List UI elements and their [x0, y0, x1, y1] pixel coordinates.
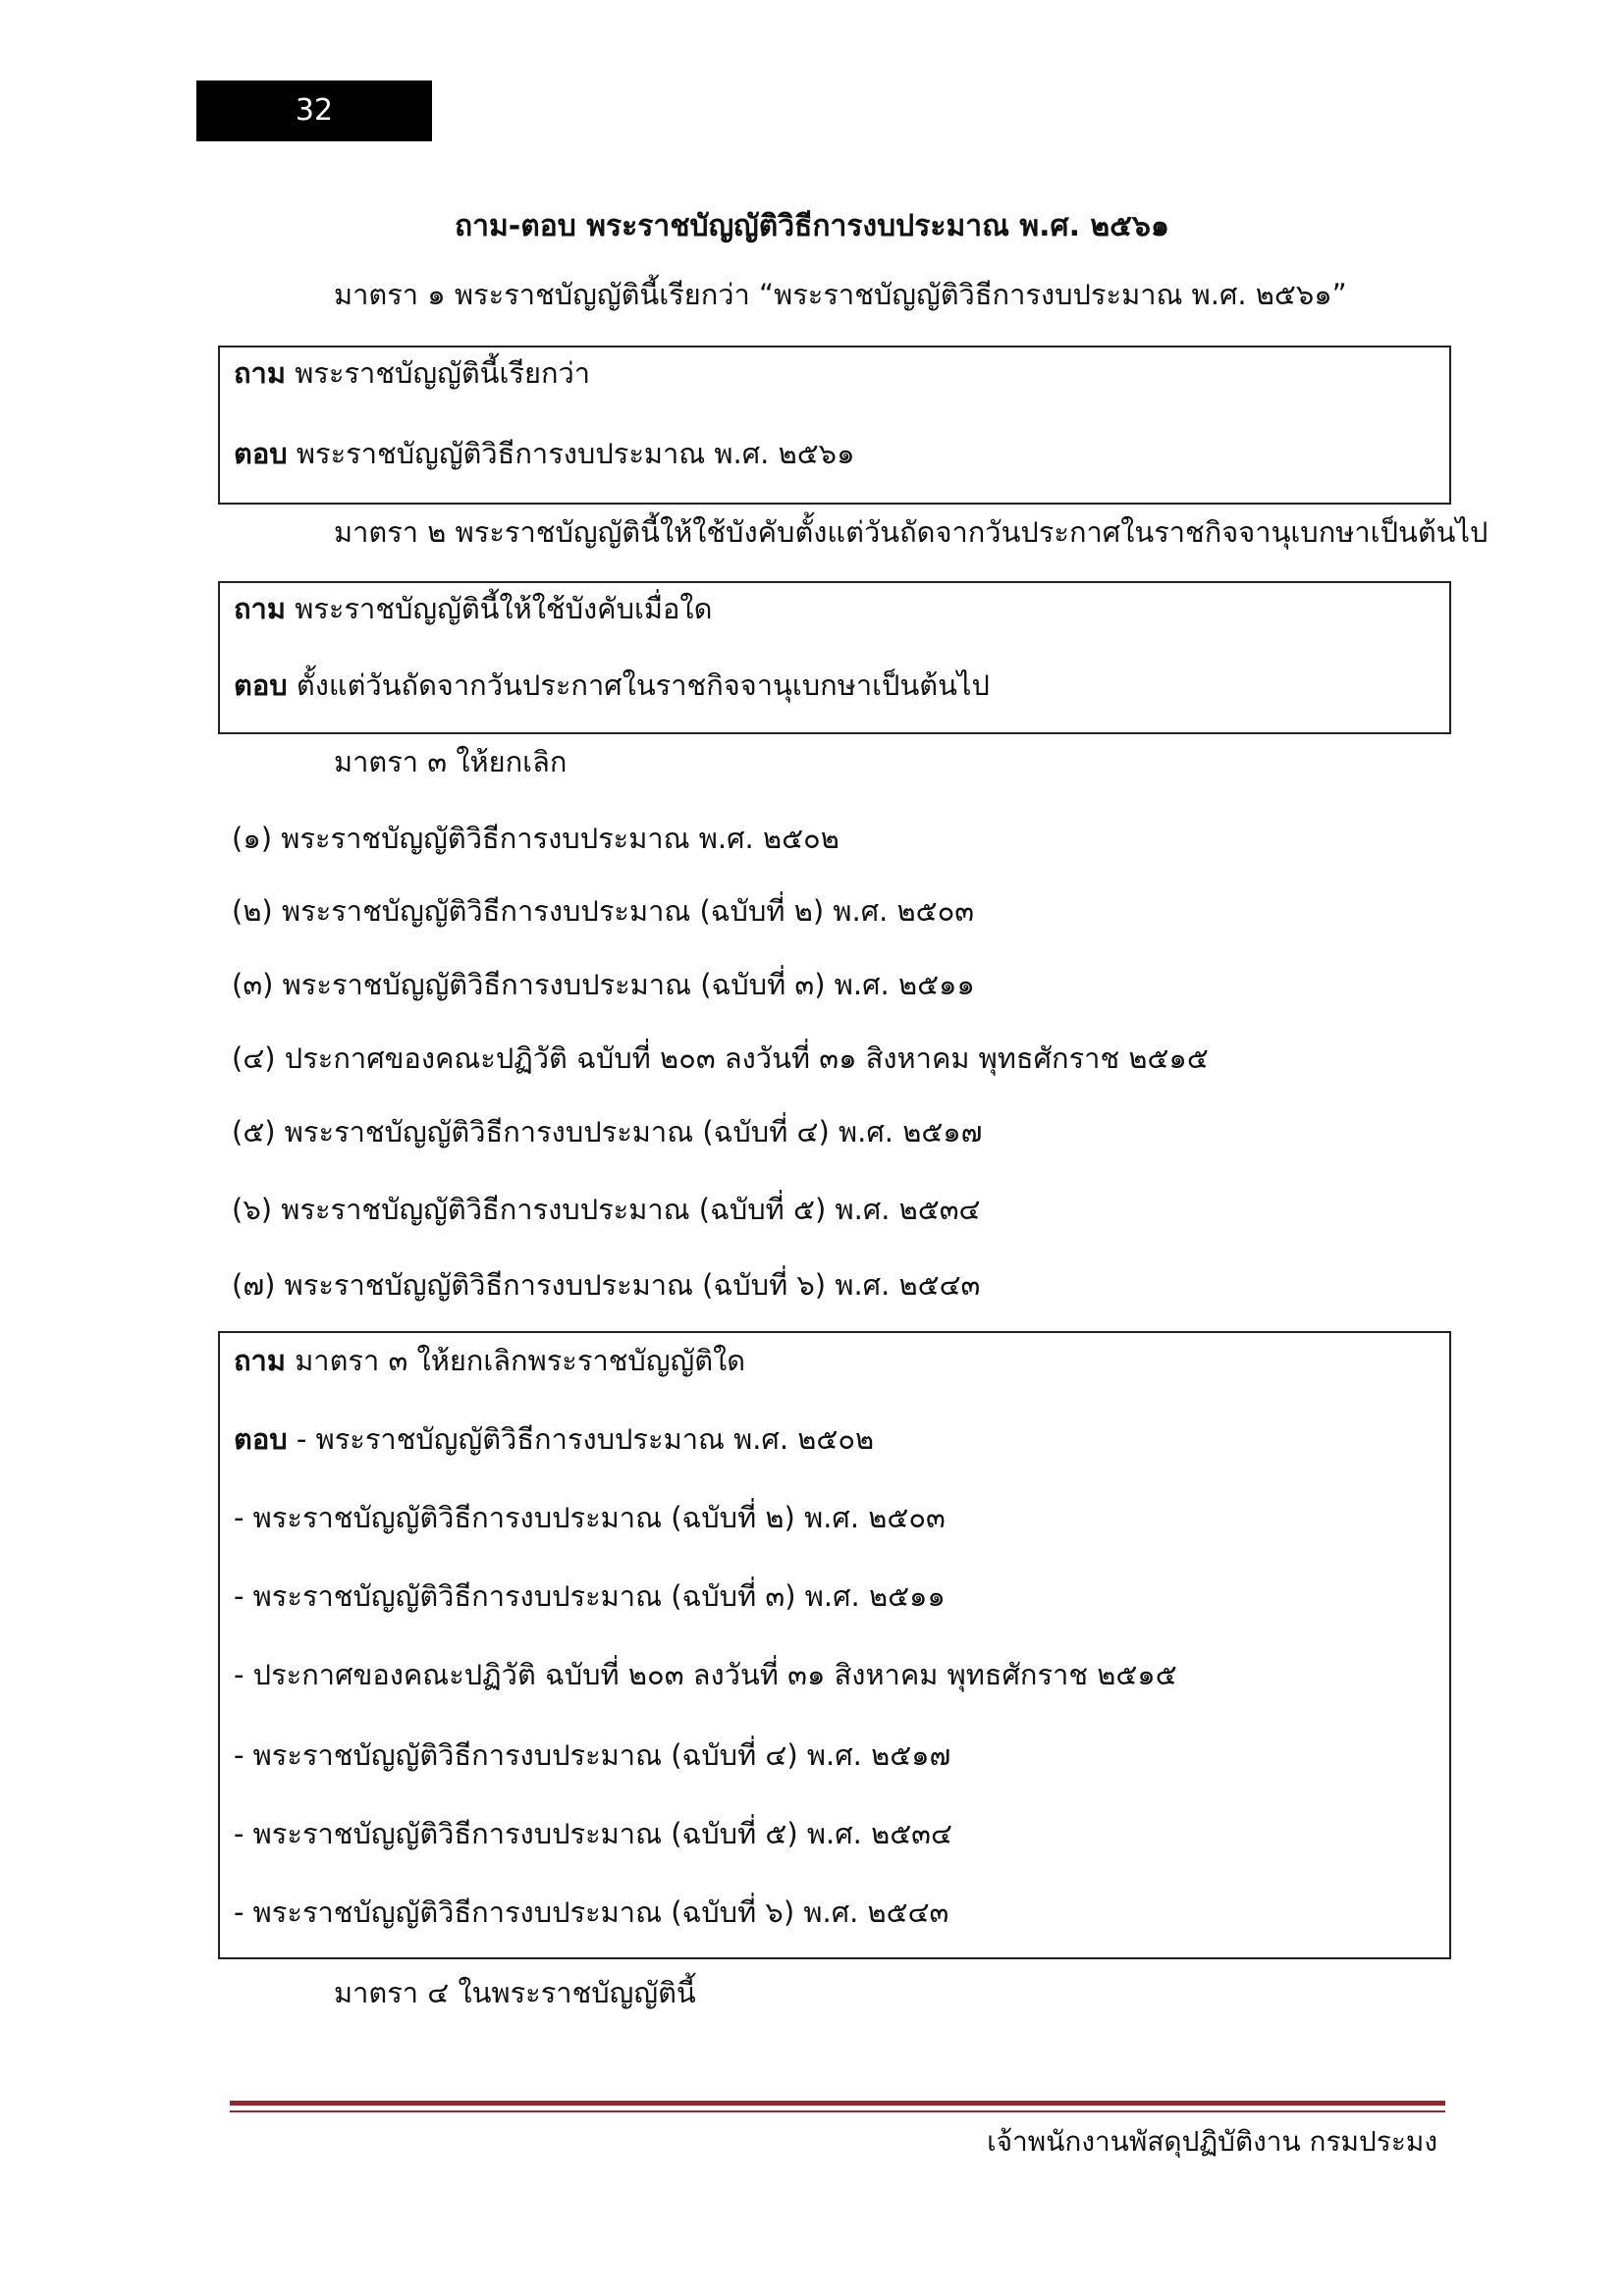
- footer-divider-thin: [230, 2110, 1445, 2112]
- qa-2-question: [234, 589, 712, 628]
- section-1-text: มาตรา ๑ พระราชบัญญัตินี้เรียกว่า “พระราชบัญญัติวิธีการงบประมาณ พ.ศ. ๒๕๖๑”: [334, 278, 1347, 311]
- repeal-item: (๓) พระราชบัญญัติวิธีการงบประมาณ (ฉบับที่ ๓) พ.ศ. ๒๕๑๑: [232, 968, 975, 1001]
- qa-2-answer: [234, 666, 990, 705]
- qa-1-answer: [234, 434, 854, 473]
- repeal-item: (๔) ประกาศของคณะปฏิวัติ ฉบับที่ ๒๐๓ ลงวันที่ ๓๑ สิงหาคม พุทธศักราช ๒๕๑๕: [232, 1041, 1209, 1075]
- repeal-item: (๒) พระราชบัญญัติวิธีการงบประมาณ (ฉบับที่ ๒) พ.ศ. ๒๕๐๓: [232, 894, 975, 928]
- repeal-item: (๗) พระราชบัญญัติวิธีการงบประมาณ (ฉบับที่ ๖) พ.ศ. ๒๕๔๓: [232, 1268, 981, 1302]
- question-text: พระราชบัญญัตินี้เรียกว่า: [295, 356, 591, 390]
- qa-1-question: [234, 353, 590, 393]
- section-2-text: มาตรา ๒ พระราชบัญญัตินี้ให้ใช้บังคับตั้งแต่วันถัดจากวันประกาศในราชกิจจานุเบกษาเป็นต้นไป: [334, 515, 1489, 549]
- answer-label: ตอบ: [234, 668, 288, 702]
- section-4-text: มาตรา ๔ ในพระราชบัญญัตินี้: [334, 1976, 696, 2009]
- footer-text: เจ้าพนักงานพัสดุปฏิบัติงาน กรมประมง: [987, 2125, 1437, 2158]
- qa-3-question: [234, 1341, 745, 1380]
- answer-text: - พระราชบัญญัติวิธีการงบประมาณ พ.ศ. ๒๕๐๒: [296, 1422, 875, 1456]
- answer-item: - พระราชบัญญัติวิธีการงบประมาณ (ฉบับที่ ๔) พ.ศ. ๒๕๑๗: [234, 1738, 951, 1772]
- qa-box-2: [218, 581, 1451, 734]
- qa-box-1: [218, 346, 1451, 505]
- page-title: ถาม-ตอบ พระราชบัญญัติวิธีการงบประมาณ พ.ศ. ๒๕๖๑: [455, 209, 1169, 243]
- repeal-item: (๕) พระราชบัญญัติวิธีการงบประมาณ (ฉบับที่ ๔) พ.ศ. ๒๕๑๗: [232, 1115, 983, 1148]
- qa-3-answer: [234, 1419, 874, 1459]
- page-number: 32: [196, 80, 432, 141]
- answer-text: ตั้งแต่วันถัดจากวันประกาศในราชกิจจานุเบกษาเป็นต้นไป: [296, 668, 990, 702]
- question-label: ถาม: [234, 356, 286, 390]
- footer-divider: [230, 2101, 1445, 2106]
- answer-item: - พระราชบัญญัติวิธีการงบประมาณ (ฉบับที่ ๖) พ.ศ. ๒๕๔๓: [234, 1896, 949, 1929]
- answer-label: ตอบ: [234, 1422, 288, 1456]
- answer-item: - พระราชบัญญัติวิธีการงบประมาณ (ฉบับที่ ๓) พ.ศ. ๒๕๑๑: [234, 1579, 946, 1613]
- question-label: ถาม: [234, 1344, 286, 1377]
- question-text: มาตรา ๓ ให้ยกเลิกพระราชบัญญัติใด: [295, 1344, 746, 1377]
- repeal-item: (๖) พระราชบัญญัติวิธีการงบประมาณ (ฉบับที่ ๕) พ.ศ. ๒๕๓๔: [232, 1193, 981, 1226]
- section-3-text: มาตรา ๓ ให้ยกเลิก: [334, 745, 568, 778]
- qa-box-3: [218, 1331, 1451, 1959]
- answer-label: ตอบ: [234, 437, 288, 470]
- question-text: พระราชบัญญัตินี้ให้ใช้บังคับเมื่อใด: [295, 592, 713, 625]
- repeal-item: (๑) พระราชบัญญัติวิธีการงบประมาณ พ.ศ. ๒๕๐๒: [232, 822, 839, 855]
- answer-item: - พระราชบัญญัติวิธีการงบประมาณ (ฉบับที่ ๕) พ.ศ. ๒๕๓๔: [234, 1817, 952, 1850]
- question-label: ถาม: [234, 592, 286, 625]
- answer-item: - พระราชบัญญัติวิธีการงบประมาณ (ฉบับที่ ๒) พ.ศ. ๒๕๐๓: [234, 1501, 946, 1534]
- answer-item: - ประกาศของคณะปฏิวัติ ฉบับที่ ๒๐๓ ลงวันที่ ๓๑ สิงหาคม พุทธศักราช ๒๕๑๕: [234, 1658, 1177, 1691]
- answer-text: พระราชบัญญัติวิธีการงบประมาณ พ.ศ. ๒๕๖๑: [296, 437, 855, 470]
